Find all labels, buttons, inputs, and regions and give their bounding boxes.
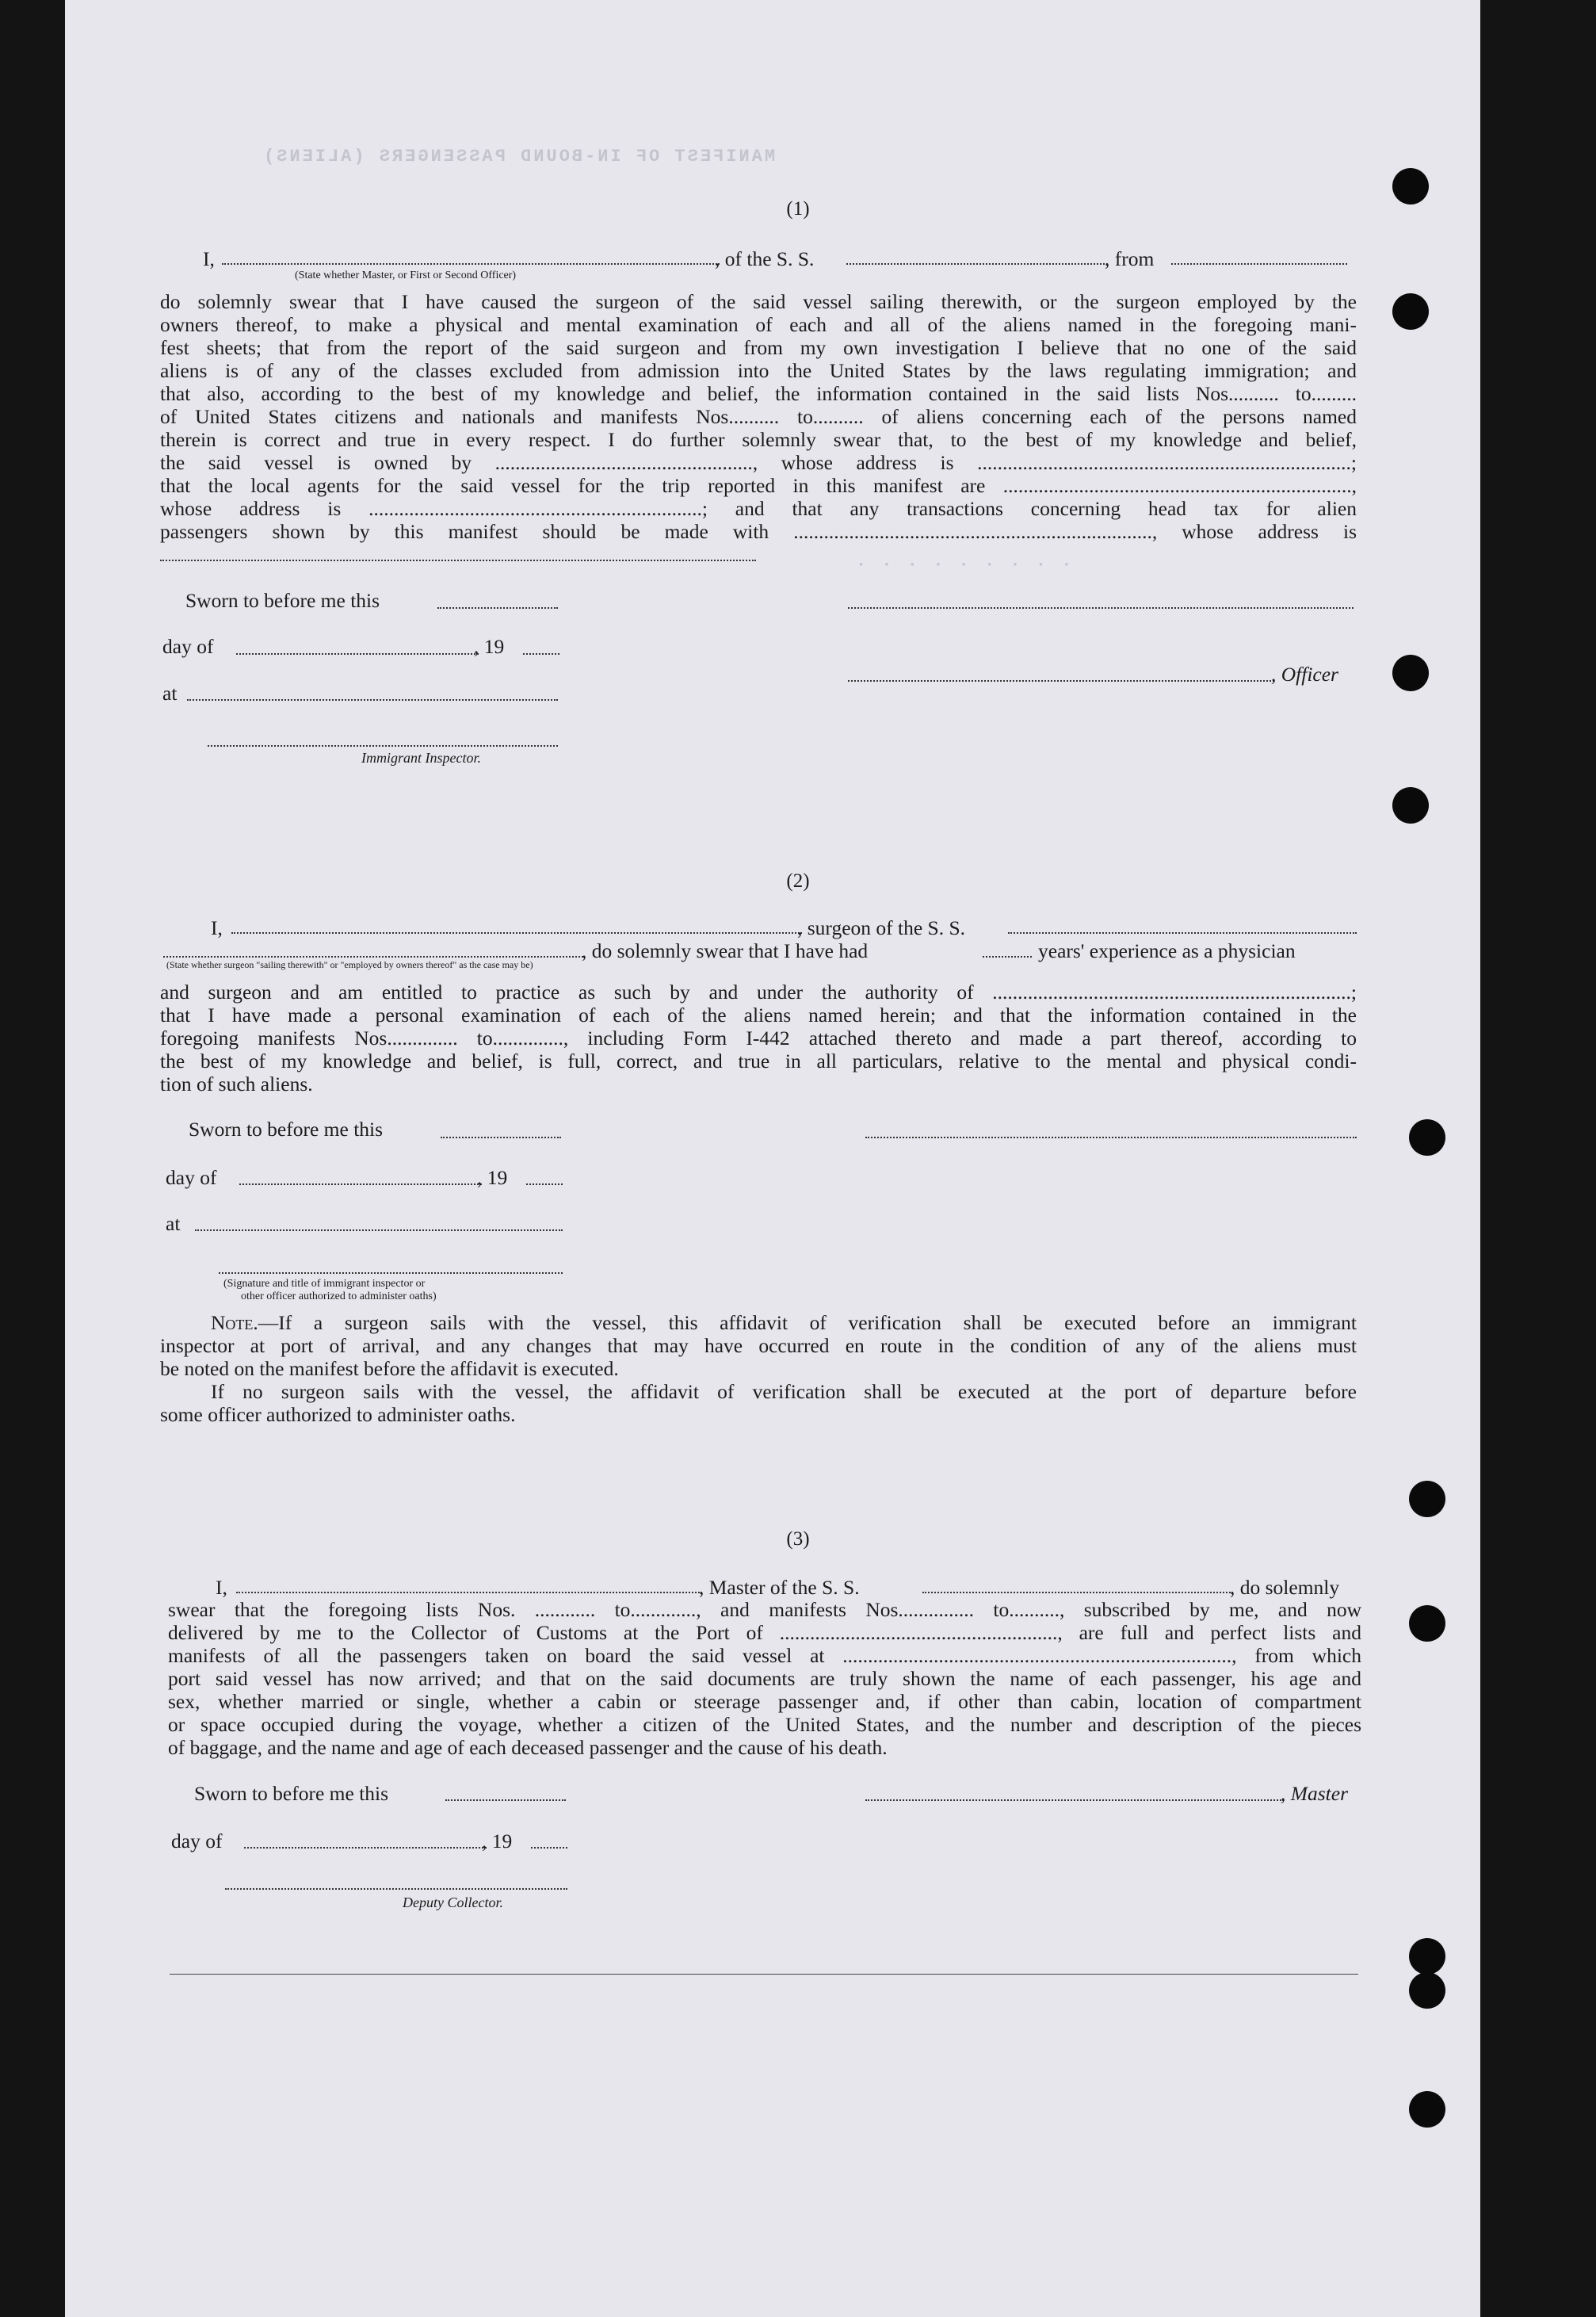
day-of-field[interactable] xyxy=(239,1183,482,1185)
section-2-experience-text: years' experience as a physician xyxy=(1038,939,1296,962)
agent-address-field[interactable] xyxy=(160,560,756,561)
at-label: at xyxy=(166,1212,181,1235)
punch-hole xyxy=(1409,2091,1445,2128)
year-label: , 19 xyxy=(477,1166,508,1189)
punch-hole xyxy=(1392,655,1429,691)
section-2-swear-text: , do solemnly swear that I have had xyxy=(582,939,869,962)
body-line: of baggage, and the name and age of each deceased passenger and the cause of his death. xyxy=(168,1736,888,1759)
note-line: If no surgeon sails with the vessel, the affidavit of verification shall be executed at the port of departure before xyxy=(211,1380,1357,1403)
vessel-name-field[interactable] xyxy=(1008,932,1357,934)
body-line: therein is correct and true in every respect. I do further solemnly swear that, to the best of my knowledge and belief, xyxy=(160,428,1357,451)
year-field[interactable] xyxy=(523,653,559,655)
years-experience-field[interactable] xyxy=(983,956,1032,958)
note-line: some officer authorized to administer oaths. xyxy=(160,1403,516,1426)
sworn-date-field[interactable] xyxy=(445,1799,566,1801)
body-line: tion of such aliens. xyxy=(160,1072,313,1095)
sworn-date-field[interactable] xyxy=(441,1137,561,1138)
body-line: port said vessel has now arrived; and that on the said documents are truly shown the name of each passenger, his age and xyxy=(168,1667,1361,1690)
inspector-signature-line[interactable] xyxy=(219,1272,563,1274)
section-2-note xyxy=(160,1311,1357,1426)
body-line: owners thereof, to make a physical and mental examination of each and all of the aliens named in the foregoing mani- xyxy=(160,313,1357,336)
day-of-field[interactable] xyxy=(244,1847,487,1849)
surgeon-status-note: (State whether surgeon "sailing therewith" or "employed by owners thereof" as the case may be) xyxy=(166,959,533,970)
body-line: and surgeon and am entitled to practice as such by and under the authority of .......................................................................; xyxy=(160,981,1357,1004)
note-label: Note. xyxy=(211,1311,258,1334)
year-field[interactable] xyxy=(531,1847,567,1849)
sworn-date-field[interactable] xyxy=(437,607,558,609)
vessel-name-field[interactable] xyxy=(922,1592,1233,1593)
section-2-line-mid: , surgeon of the S. S. xyxy=(797,916,966,939)
body-line: delivered by me to the Collector of Customs at the Port of ......................................................., are full and perfect lists and xyxy=(168,1621,1361,1644)
punch-hole xyxy=(1392,293,1429,330)
body-line: that also, according to the best of my knowledge and belief, the information contained in the said lists Nos.......... to......... xyxy=(160,382,1357,405)
from-port-field[interactable] xyxy=(1171,263,1347,265)
section-3-number: (3) xyxy=(786,1528,810,1550)
note-line xyxy=(160,1311,1357,1334)
signature-field[interactable] xyxy=(848,607,1354,609)
note-line: inspector at port of arrival, and any changes that may have occurred en route in the condition of any of the aliens must xyxy=(160,1334,1357,1357)
note-line: be noted on the manifest before the affidavit is executed. xyxy=(160,1357,619,1380)
sworn-label: Sworn to before me this xyxy=(189,1118,384,1141)
punch-hole xyxy=(1409,1605,1445,1642)
section-3-body xyxy=(168,1598,1361,1759)
day-of-label: day of xyxy=(171,1830,223,1852)
collector-signature-line[interactable] xyxy=(225,1888,567,1890)
sworn-label: Sworn to before me this xyxy=(194,1782,389,1805)
body-line: passengers shown by this manifest should be made with ......................................................................., whose address is xyxy=(160,520,1357,543)
section-1-line-start: I, xyxy=(203,247,215,270)
master-name-field[interactable] xyxy=(222,263,720,265)
surgeon-signature-field[interactable] xyxy=(865,1137,1357,1138)
day-of-field[interactable] xyxy=(236,653,479,655)
day-of-label: day of xyxy=(166,1166,217,1189)
at-place-field[interactable] xyxy=(195,1229,563,1231)
year-label: , 19 xyxy=(474,635,505,658)
body-line: that the local agents for the said vessel for the trip reported in this manifest are ....................................................................., xyxy=(160,474,1357,497)
section-1-body xyxy=(160,290,1357,543)
surgeon-status-field[interactable] xyxy=(163,956,583,958)
punch-hole xyxy=(1409,1972,1445,2009)
body-line: that I have made a personal examination of each of the aliens named herein; and that the information contained in the xyxy=(160,1004,1357,1027)
section-2-line-start: I, xyxy=(211,916,223,939)
officer-signature-field[interactable] xyxy=(848,680,1274,682)
note-text: —If a surgeon sails with the vessel, this affidavit of verification shall be executed before an immigrant xyxy=(258,1311,1357,1334)
master-title-note: (State whether Master, or First or Second Officer) xyxy=(295,270,517,281)
body-line: aliens is of any of the classes excluded from admission into the United States by the laws regulating immigration; and xyxy=(160,359,1357,382)
punch-hole xyxy=(1392,787,1429,824)
bleed-through-text: MANIFEST OF IN-BOUND PASSENGERS (ALIENS) xyxy=(262,147,776,166)
punch-hole xyxy=(1409,1481,1445,1517)
sworn-label: Sworn to before me this xyxy=(185,589,380,612)
officer-label: , Officer xyxy=(1271,663,1338,686)
body-line: the said vessel is owned by ..................................................., whose address is ..........................................................................; xyxy=(160,451,1357,474)
body-line: foregoing manifests Nos.............. to.............., including Form I-442 attached thereto and made a part thereof, according to xyxy=(160,1027,1357,1050)
body-line: fest sheets; that from the report of the said surgeon and from my own investigation I believe that no one of the said xyxy=(160,336,1357,359)
at-label: at xyxy=(162,682,178,705)
day-of-label: day of xyxy=(162,635,214,658)
body-line: sex, whether married or single, whether a cabin or steerage passenger and, if other than cabin, location of compartment xyxy=(168,1690,1361,1713)
year-label: , 19 xyxy=(482,1830,513,1852)
section-1-number: (1) xyxy=(786,198,810,220)
inspector-signature-line[interactable] xyxy=(208,745,558,747)
section-3-line-end: , do solemnly xyxy=(1230,1576,1340,1599)
year-field[interactable] xyxy=(526,1183,563,1185)
inspector-caption: Immigrant Inspector. xyxy=(361,750,481,766)
section-3-line-mid: , Master of the S. S. xyxy=(699,1576,860,1599)
bottom-rule xyxy=(170,1974,1358,1975)
section-1-line-mid: , of the S. S. xyxy=(715,247,815,270)
bleed-through-text: · · · · · · · · · xyxy=(856,555,1075,575)
deputy-collector-caption: Deputy Collector. xyxy=(403,1895,503,1910)
section-2-number: (2) xyxy=(786,870,810,892)
master-name-field[interactable] xyxy=(236,1592,702,1593)
at-place-field[interactable] xyxy=(187,699,558,701)
surgeon-name-field[interactable] xyxy=(231,932,802,934)
punch-hole xyxy=(1409,1938,1445,1975)
master-label: , Master xyxy=(1281,1782,1348,1805)
section-1-line-end: , from xyxy=(1105,247,1155,270)
punch-hole xyxy=(1409,1119,1445,1156)
body-line: the best of my knowledge and belief, is full, correct, and true in all particulars, relative to the mental and physical condi- xyxy=(160,1050,1357,1072)
body-line: manifests of all the passengers taken on board the said vessel at ............................................................................., from which xyxy=(168,1644,1361,1667)
body-line: do solemnly swear that I have caused the surgeon of the said vessel sailing therewith, or the surgeon employed by the xyxy=(160,290,1357,313)
body-line: of United States citizens and nationals and manifests Nos.......... to.......... of aliens concerning each of the persons named xyxy=(160,405,1357,428)
body-line: or space occupied during the voyage, whether a citizen of the United States, and the number and description of the pieces xyxy=(168,1713,1361,1736)
body-line: swear that the foregoing lists Nos. ............ to............., and manifests Nos............... to.........., subscribed by me, and now xyxy=(168,1598,1361,1621)
section-3-line-start: I, xyxy=(216,1576,227,1599)
vessel-name-field[interactable] xyxy=(846,263,1108,265)
section-2-body xyxy=(160,981,1357,1095)
master-signature-field[interactable] xyxy=(865,1799,1284,1801)
body-line: whose address is ..................................................................; and that any transactions concerning head tax for alien xyxy=(160,497,1357,520)
signature-caption: (Signature and title of immigrant inspector or xyxy=(223,1278,426,1290)
signature-caption: other officer authorized to administer oaths) xyxy=(241,1290,437,1302)
